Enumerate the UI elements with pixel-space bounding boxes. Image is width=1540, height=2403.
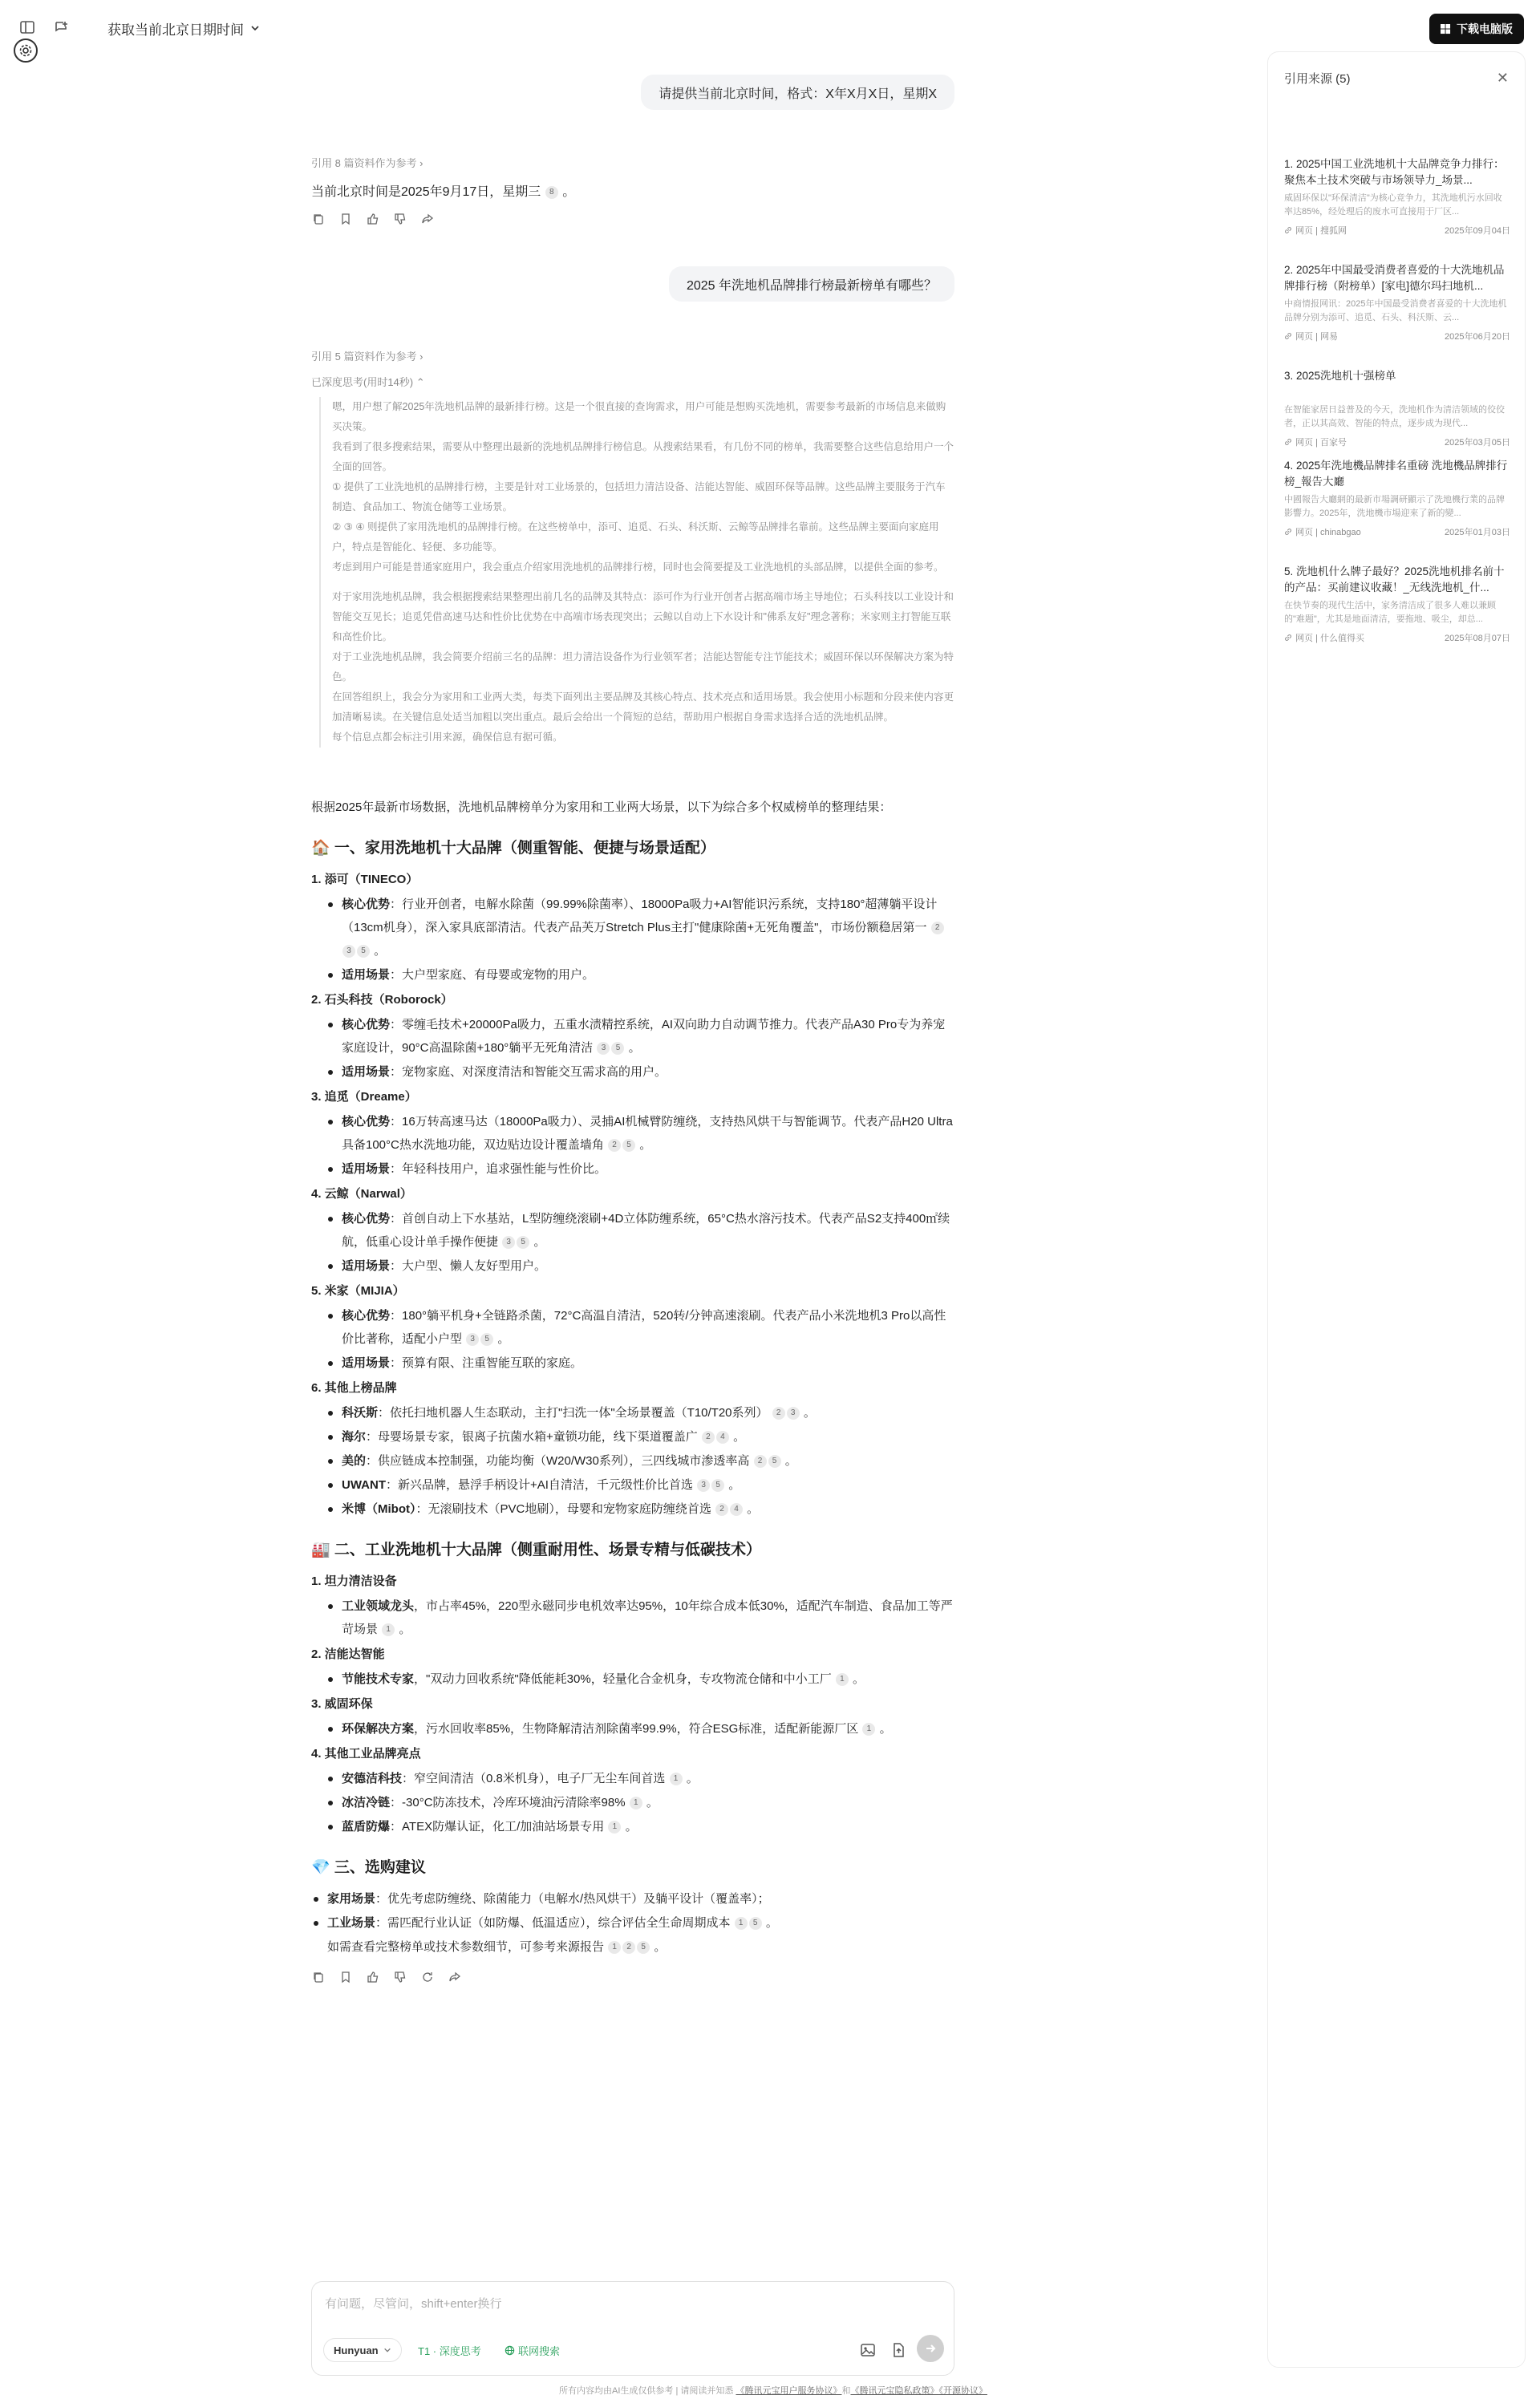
citation-badge[interactable]: 2 bbox=[702, 1431, 715, 1444]
scene-label: 适用场景 bbox=[342, 1162, 391, 1176]
brand-heading: 6. 其他上榜品牌 bbox=[311, 1381, 397, 1395]
advice-text: ：需匹配行业认证（如防爆、低温适应），综合评估全生命周期成本 bbox=[375, 1916, 731, 1930]
industrial-list bbox=[311, 1668, 954, 1691]
reference-snippet: 中國報告大廳網的最新市場調研顯示了洗地機行業的品牌影響力。2025年，洗地機市場迎來了新的變... bbox=[1284, 495, 1505, 518]
closing-note: 如需查看完整榜单或技术参数细节，可参考来源报告 1 2 5 。 bbox=[327, 1940, 667, 1954]
brand-name: 科沃斯 bbox=[342, 1406, 379, 1420]
item-label: 节能技术专家 bbox=[342, 1672, 415, 1686]
scene-label: 适用场景 bbox=[342, 1356, 391, 1370]
item-label: 蓝盾防爆 bbox=[342, 1820, 391, 1834]
reference-meta bbox=[1284, 525, 1510, 538]
scene-text: ：大户型、懒人友好型用户。 bbox=[390, 1259, 547, 1273]
reference-source: 网页 | 百家号 bbox=[1284, 436, 1347, 448]
brand-heading: 3. 追觅（Dreame） bbox=[311, 1090, 417, 1104]
citation-badge[interactable]: 3 bbox=[697, 1479, 710, 1492]
list-item: 蓝盾防爆：ATEX防爆认证，化工/加油站场景专用 1 。 bbox=[342, 1815, 954, 1838]
thumbs-up-icon[interactable] bbox=[366, 212, 380, 226]
link-icon bbox=[1284, 226, 1292, 234]
list-item bbox=[342, 1254, 954, 1278]
reference-type: 网页 bbox=[1295, 226, 1313, 236]
list-item: 核心优势：180°躺平机身+全链路杀菌，72°C高温自清洁，520转/分钟高速滚刷。代表产品小米洗地机3 Pro以高性价比著称，适配小户型 3 5 。 bbox=[342, 1304, 954, 1351]
core-label: 核心优势 bbox=[342, 898, 391, 911]
reference-title[interactable]: 5. 洗地机什么牌子最好？2025洗地机排名前十的产品：买前建议收藏！_无线洗地机_什... bbox=[1284, 565, 1505, 594]
reference-source: 网页 | 什么值得买 bbox=[1284, 631, 1364, 644]
citation-badge[interactable]: 5 bbox=[611, 1042, 624, 1055]
globe-icon bbox=[505, 2345, 515, 2356]
scene-label: 适用场景 bbox=[342, 1065, 391, 1079]
reference-site: chinabgao bbox=[1319, 528, 1361, 537]
chevron-up-icon: ⌃ bbox=[415, 376, 425, 388]
citation-badge[interactable]: 2 bbox=[715, 1503, 728, 1516]
answer-1-period: 。 bbox=[562, 185, 576, 199]
closing-text: 如需查看完整榜单或技术参数细节，可参考来源报告 bbox=[327, 1940, 605, 1954]
brand-heading: 4. 云鲸（Narwal） bbox=[311, 1187, 412, 1201]
citation-badge[interactable]: 8 bbox=[545, 186, 558, 199]
close-icon[interactable]: ✕ bbox=[1496, 70, 1509, 86]
other-brand-list bbox=[311, 1401, 954, 1521]
list-item: 环保解决方案，污水回收率85%，生物降解清洁剂除菌率99.9%，符合ESG标准，适配新能源厂区 1 。 bbox=[342, 1717, 954, 1740]
share-icon[interactable] bbox=[448, 1970, 462, 1984]
conversation-title-text: 获取当前北京日期时间 bbox=[107, 22, 244, 38]
list-item: 安德洁科技：窄空间清洁（0.8米机身），电子厂无尘车间首选 1 。 bbox=[342, 1767, 954, 1790]
thinking-paragraph: ② ③ ④ 则提供了家用洗地机的品牌排行榜。在这些榜单中，添可、追觅、石头、科沃斯、云鲸等品牌排名靠前。这些品牌主要面向家庭用户，特点是智能化、轻便、多功能等。 bbox=[332, 521, 939, 553]
answer-intro: 根据2025年最新市场数据，洗地机品牌榜单分为家用和工业两大场景，以下为综合多个权威榜单的整理结果： bbox=[311, 800, 892, 814]
thumbs-down-icon[interactable] bbox=[393, 212, 407, 226]
citation-badge[interactable]: 5 bbox=[711, 1479, 724, 1492]
reference-site: 什么值得买 bbox=[1319, 634, 1364, 643]
model-label: Hunyuan bbox=[334, 2344, 379, 2356]
references-title: 引用来源 (5) bbox=[1284, 72, 1351, 86]
chevron-right-icon: › bbox=[419, 351, 424, 363]
citation-badge[interactable]: 5 bbox=[517, 1236, 529, 1249]
thinking-paragraph: 在回答组织上，我会分为家用和工业两大类，每类下面列出主要品牌及其核心特点、技术亮点和适用场景。我会使用小标题和分段来使内容更加清晰易读。在关键信息处适当加粗以突出重点。最后会给出一个简短的总结，帮助用户根据自身需求选择合适的洗地机品牌。 bbox=[332, 691, 954, 723]
list-item bbox=[342, 1157, 954, 1181]
thinking-paragraph: 我看到了很多搜索结果，需要从中整理出最新的洗地机品牌排行榜信息。从搜索结果看，有几份不同的榜单，我需要整合这些信息给用户一个全面的回答。 bbox=[332, 441, 954, 472]
thumbs-down-icon[interactable] bbox=[393, 1970, 407, 1984]
item-label: 工业领域龙头 bbox=[342, 1599, 415, 1613]
reference-snippet: 中商情报网讯：2025年中国最受消费者喜爱的十大洗地机品牌分别为添可、追觅、石头、科沃斯、云... bbox=[1284, 299, 1507, 322]
brand-detail-list bbox=[311, 1207, 954, 1278]
reference-title[interactable]: 1. 2025中国工业洗地机十大品牌竞争力排行：聚焦本土技术突破与市场领导力_场景... bbox=[1284, 158, 1505, 186]
arrow-right-icon bbox=[924, 2342, 937, 2355]
link-icon bbox=[1284, 634, 1292, 642]
reference-date: 2025年06月20日 bbox=[1445, 332, 1510, 342]
citation-badge[interactable]: 1 bbox=[836, 1673, 849, 1686]
citation-group bbox=[501, 1235, 530, 1249]
thinking-paragraph: 对于工业洗地机品牌，我会简要介绍前三名的品牌：坦力清洁设备作为行业领军者；洁能达智能专注节能技术；威固环保以环保解决方案为特色。 bbox=[332, 651, 954, 683]
reference-meta bbox=[1284, 436, 1510, 448]
core-label: 核心优势 bbox=[342, 1018, 391, 1031]
deep-think-label: T1 · 深度思考 bbox=[418, 2344, 481, 2357]
industrial-list bbox=[311, 1767, 954, 1838]
citation-badge[interactable]: 4 bbox=[716, 1431, 729, 1444]
sources-link-1[interactable] bbox=[311, 155, 423, 170]
citation-group bbox=[607, 1940, 650, 1954]
core-label: 核心优势 bbox=[342, 1309, 391, 1323]
list-item: 科沃斯：依托扫地机器人生态联动，主打"扫洗一体"全场景覆盖（T10/T20系列） 2 3 。 bbox=[342, 1401, 954, 1424]
thinking-paragraph: 嗯，用户想了解2025年洗地机品牌的最新排行榜。这是一个很直接的查询需求，用户可能是想购买洗地机，需要参考最新的市场信息来做购买决策。 bbox=[332, 401, 946, 432]
citation-badge[interactable]: 2 bbox=[772, 1407, 785, 1420]
citation-badge[interactable]: 5 bbox=[622, 1139, 635, 1152]
reference-item[interactable] bbox=[1284, 156, 1510, 237]
list-item: 美的：供应链成本控制强，功能均衡（W20/W30系列），三四线城市渗透率高 2 5 。 bbox=[342, 1449, 954, 1473]
brand-text: ：供应链成本控制强，功能均衡（W20/W30系列），三四线城市渗透率高 bbox=[366, 1454, 750, 1468]
reference-type: 网页 bbox=[1295, 438, 1313, 448]
footer-text: 所有内容均由AI生成仅供参考 | 请阅读并知悉 bbox=[559, 2386, 734, 2396]
answer-1-text: 当前北京时间是2025年9月17日，星期三 bbox=[311, 185, 541, 199]
item-text: ：窄空间清洁（0.8米机身），电子厂无尘车间首选 bbox=[402, 1772, 666, 1785]
citation-badge[interactable]: 3 bbox=[597, 1042, 610, 1055]
industrial-heading: 1. 坦力清洁设备 bbox=[311, 1574, 397, 1588]
scene-text: ：预算有限、注重智能互联的家庭。 bbox=[390, 1356, 583, 1370]
download-desktop-label: 下载电脑版 bbox=[1457, 22, 1513, 35]
section-heading-home: 🏠 一、家用洗地机十大品牌（侧重智能、便捷与场景适配） bbox=[311, 840, 715, 857]
core-text: ：零缠毛技术+20000Pa吸力，五重水渍精控系统，AI双向助力自动调节推力。代表产品A30 Pro专为养宠家庭设计，90°C高温除菌+180°躺平无死角清洁 bbox=[342, 1018, 946, 1055]
send-button[interactable] bbox=[917, 2335, 944, 2362]
link-icon bbox=[1284, 528, 1292, 536]
brand-text: ：母婴场景专家，银离子抗菌水箱+童锁功能，线下渠道覆盖广 bbox=[366, 1430, 698, 1444]
item-label: 冰洁冷链 bbox=[342, 1796, 391, 1809]
thinking-paragraph: 每个信息点都会标注引用来源，确保信息有据可循。 bbox=[332, 731, 563, 743]
image-upload-icon[interactable] bbox=[859, 2341, 877, 2359]
thinking-spacer bbox=[332, 577, 954, 587]
list-item: 节能技术专家，"双动力回收系统"降低能耗30%，轻量化合金机身，专攻物流仓储和中小工厂 1 。 bbox=[342, 1668, 954, 1691]
list-item: 海尔：母婴场景专家，银离子抗菌水箱+童锁功能，线下渠道覆盖广 2 4 。 bbox=[342, 1425, 954, 1449]
reference-meta bbox=[1284, 224, 1510, 237]
scene-text: ：宠物家庭、对深度清洁和智能交互需求高的用户。 bbox=[390, 1065, 667, 1079]
reference-date: 2025年01月03日 bbox=[1445, 528, 1510, 537]
citation-badge[interactable]: 1 bbox=[382, 1623, 395, 1636]
industrial-heading: 4. 其他工业品牌亮点 bbox=[311, 1747, 421, 1761]
chat-input[interactable]: 有问题，尽管问，shift+enter换行 bbox=[325, 2297, 502, 2311]
thinking-paragraph: 对于家用洗地机品牌，我会根据搜索结果整理出前几名的品牌及其特点：添可作为行业开创者占据高端市场主导地位；石头科技以工业设计和智能交互见长；追觅凭借高速马达和性价比优势在中高端市场表现突出；云鲸以自动上下水设计和"佛系友好"理念著称；米家则主打智能互联和高性价比。 bbox=[332, 591, 954, 642]
citation-badge[interactable]: 2 bbox=[931, 922, 944, 934]
reference-source: 网页 | 搜狐网 bbox=[1284, 224, 1347, 237]
user-message-1: 请提供当前北京时间，格式：X年X月X日，星期X bbox=[641, 75, 954, 110]
reference-meta bbox=[1284, 330, 1510, 342]
footer-link-terms[interactable]: 《腾讯元宝用户服务协议》 bbox=[736, 2386, 842, 2396]
brand-heading: 2. 石头科技（Roborock） bbox=[311, 993, 453, 1007]
assistant-answer-2 bbox=[311, 796, 954, 1973]
industrial-list bbox=[311, 1717, 954, 1740]
list-item: 米博（Mibot）：无滚刷技术（PVC地刷），母婴和宠物家庭防缠绕首选 2 4 。 bbox=[342, 1497, 954, 1521]
citation-badge[interactable]: 4 bbox=[730, 1503, 743, 1516]
footer-link-opensource[interactable]: 《开源协议》 bbox=[938, 2386, 987, 2396]
item-text: ，市占率45%，220型永磁同步电机效率达95%，10年综合成本低30%，适配汽车制造、食品加工等严苛场景 bbox=[342, 1599, 953, 1636]
reference-title[interactable]: 4. 2025年洗地機品牌排名重磅 洗地機品牌排行榜_報告大廳 bbox=[1284, 460, 1508, 488]
answer-1-actions bbox=[311, 212, 435, 226]
citation-badge[interactable]: 3 bbox=[787, 1407, 800, 1420]
core-label: 核心优势 bbox=[342, 1115, 391, 1129]
citation-badge[interactable]: 5 bbox=[749, 1917, 762, 1930]
core-text: ：16万转高速马达（18000Pa吸力）、灵捕AI机械臂防缠绕，支持热风烘干与智能调节。代表产品H20 Ultra具备100°C热水洗地功能，双边贴边设计覆盖墙角 bbox=[342, 1115, 953, 1152]
reference-meta bbox=[1284, 631, 1510, 644]
citation-badge[interactable]: 3 bbox=[502, 1236, 515, 1249]
citation-group bbox=[607, 1820, 622, 1834]
citation-group bbox=[861, 1722, 876, 1736]
bookmark-icon[interactable] bbox=[338, 1970, 353, 1984]
citation-badge[interactable]: 5 bbox=[480, 1333, 493, 1346]
citation-group bbox=[753, 1454, 782, 1468]
item-text: ，"双动力回收系统"降低能耗30%，轻量化合金机身，专攻物流仓储和中小工厂 bbox=[414, 1672, 832, 1686]
share-icon[interactable] bbox=[420, 212, 435, 226]
industrial-heading: 3. 威固环保 bbox=[311, 1697, 373, 1711]
reference-snippet: 威固环保以"环保清洁"为核心竞争力，其洗地机污水回收率达85%，经处理后的废水可直接用于厂区... bbox=[1284, 193, 1502, 217]
top-bar bbox=[0, 0, 1540, 56]
web-search-toggle[interactable] bbox=[505, 2338, 560, 2362]
new-chat-icon[interactable] bbox=[52, 18, 71, 37]
deep-thinking-label: 已深度思考(用时14秒) bbox=[311, 376, 414, 388]
citation-badge[interactable]: 2 bbox=[622, 1941, 635, 1954]
scene-text: ：年轻科技用户，追求强性能与性价比。 bbox=[390, 1162, 607, 1176]
thinking-paragraph: ① 提供了工业洗地机的品牌排行榜，主要是针对工业场景的，包括坦力清洁设备、洁能达智能、威固环保等品牌。这些品牌主要服务于汽车制造、食品加工、物流仓储等工业场景。 bbox=[332, 481, 946, 513]
citation-group bbox=[835, 1672, 849, 1686]
reference-item[interactable] bbox=[1284, 564, 1510, 644]
bookmark-icon[interactable] bbox=[338, 212, 353, 226]
core-text: ：180°躺平机身+全链路杀菌，72°C高温自清洁，520转/分钟高速滚刷。代表产品小米洗地机3 Pro以高性价比著称，适配小户型 bbox=[342, 1309, 946, 1346]
footer-sep: 和 bbox=[841, 2386, 851, 2396]
brand-name: UWANT bbox=[342, 1478, 386, 1492]
sources-label-2: 引用 5 篇资料作为参考 bbox=[311, 351, 417, 363]
list-item: 核心优势：首创自动上下水基站，L型防缠绕滚刷+4D立体防缠系统，65°C热水溶污技术。代表产品S2支持400㎡续航，低重心设计单手操作便捷 3 5 。 bbox=[342, 1207, 954, 1254]
reference-site: 百家号 bbox=[1319, 438, 1347, 448]
copy-icon[interactable] bbox=[311, 1970, 326, 1984]
citation-badge[interactable]: 5 bbox=[637, 1941, 650, 1954]
footer bbox=[0, 2384, 1540, 2397]
copy-icon[interactable] bbox=[311, 212, 326, 226]
list-item: 工业领域龙头，市占率45%，220型永磁同步电机效率达95%，10年综合成本低30%，适配汽车制造、食品加工等严苛场景 1 。 bbox=[342, 1595, 954, 1641]
deep-think-toggle[interactable] bbox=[418, 2338, 481, 2362]
sources-label-1: 引用 8 篇资料作为参考 bbox=[311, 157, 417, 169]
reference-item[interactable] bbox=[1284, 458, 1510, 538]
advice-list bbox=[311, 1887, 954, 1935]
core-text: ：首创自动上下水基站，L型防缠绕滚刷+4D立体防缠系统，65°C热水溶污技术。代表产品S2支持400㎡续航，低重心设计单手操作便捷 bbox=[342, 1212, 950, 1249]
reference-item[interactable] bbox=[1284, 368, 1510, 448]
citation-group bbox=[734, 1916, 763, 1930]
citation-badge[interactable]: 3 bbox=[466, 1333, 479, 1346]
reference-title[interactable]: 3. 2025洗地机十强榜单 bbox=[1284, 370, 1396, 382]
citation-group bbox=[772, 1406, 800, 1420]
file-upload-icon[interactable] bbox=[890, 2341, 907, 2359]
brand-name: 美的 bbox=[342, 1454, 367, 1468]
citation-badge[interactable]: 2 bbox=[608, 1139, 621, 1152]
answer-2-actions bbox=[311, 1970, 954, 1984]
brand-name: 海尔 bbox=[342, 1430, 367, 1444]
citation-badge[interactable]: 1 bbox=[630, 1797, 642, 1809]
list-item: UWANT：新兴品牌，悬浮手柄设计+AI自清洁，千元级性价比首选 3 5 。 bbox=[342, 1473, 954, 1497]
reference-site: 网易 bbox=[1319, 332, 1338, 342]
reference-title[interactable]: 2. 2025年中国最受消费者喜爱的十大洗地机品牌排行榜（附榜单）[家电]德尔玛扫地机... bbox=[1284, 264, 1505, 292]
thinking-paragraph: 考虑到用户可能是普通家庭用户，我会重点介绍家用洗地机的品牌排行榜，同时也会简要提及工业洗地机的头部品牌，以提供全面的参考。 bbox=[332, 561, 944, 573]
citation-group bbox=[629, 1796, 643, 1809]
brand-detail-list bbox=[311, 1013, 954, 1084]
reference-snippet: 在智能家居日益普及的今天，洗地机作为清洁领域的佼佼者，正以其高效、智能的特点，逐步成为现代... bbox=[1284, 405, 1505, 428]
brand-heading: 5. 米家（MIJIA） bbox=[311, 1284, 405, 1298]
deep-thinking-toggle[interactable] bbox=[311, 374, 425, 389]
advice-label: 家用场景 bbox=[327, 1892, 376, 1906]
settings-gear-icon[interactable] bbox=[14, 38, 38, 63]
core-text: ：行业开创者，电解水除菌（99.99%除菌率）、18000Pa吸力+AI智能识污系统，支持180°超薄躺平设计（13cm机身），深入家具底部清洁。代表产品芙万Stretch Plus主打"健康除菌+无死角覆盖"，市场份额稳居第一 bbox=[342, 898, 938, 934]
reference-type: 网页 bbox=[1295, 634, 1313, 643]
citation-badge[interactable]: 2 bbox=[754, 1455, 767, 1468]
brand-detail-list bbox=[311, 1110, 954, 1181]
item-text: ，污水回收率85%，生物降解清洁剂除菌率99.9%，符合ESG标准，适配新能源厂区 bbox=[414, 1722, 859, 1736]
citation-badge[interactable]: 1 bbox=[862, 1723, 875, 1736]
link-icon bbox=[1284, 332, 1292, 340]
list-item: 冰洁冷链：-30°C防冻技术，冷库环境油污清除率98% 1 。 bbox=[342, 1791, 954, 1814]
web-search-label: 联网搜索 bbox=[518, 2344, 561, 2357]
footer-link-privacy[interactable]: 《腾讯元宝隐私政策》 bbox=[850, 2386, 939, 2396]
brand-detail-list bbox=[311, 893, 954, 987]
model-selector[interactable] bbox=[323, 2338, 402, 2362]
brand-heading: 1. 添可（TINECO） bbox=[311, 873, 419, 886]
citation-group bbox=[607, 1138, 636, 1152]
advice-text: ：优先考虑防缠绕、除菌能力（电解水/热风烘干）及躺平设计（覆盖率）； bbox=[375, 1892, 770, 1906]
list-item bbox=[342, 1060, 954, 1084]
citation-group bbox=[669, 1772, 683, 1785]
scene-label: 适用场景 bbox=[342, 968, 391, 982]
citation-group bbox=[701, 1430, 730, 1444]
list-item bbox=[327, 1887, 954, 1911]
brand-text: ：无滚刷技术（PVC地刷），母婴和宠物家庭防缠绕首选 bbox=[415, 1502, 711, 1516]
advice-label: 工业场景 bbox=[327, 1916, 376, 1930]
industrial-heading: 2. 洁能达智能 bbox=[311, 1647, 385, 1661]
reference-item[interactable] bbox=[1284, 262, 1510, 342]
reference-snippet: 在快节奏的现代生活中，家务清洁成了很多人难以兼顾的"难题"，尤其是地面清洁，要拖地、吸尘，却总... bbox=[1284, 601, 1496, 624]
citation-badge[interactable]: 1 bbox=[670, 1773, 683, 1785]
conversation-title[interactable] bbox=[107, 18, 260, 38]
sources-link-2[interactable] bbox=[311, 348, 423, 363]
citation-badge[interactable]: 5 bbox=[357, 945, 370, 958]
brand-detail-list bbox=[311, 1304, 954, 1375]
thumbs-up-icon[interactable] bbox=[366, 1970, 380, 1984]
citation-badge[interactable]: 1 bbox=[608, 1821, 621, 1834]
list-item: 核心优势：行业开创者，电解水除菌（99.99%除菌率）、18000Pa吸力+AI智能识污系统，支持180°超薄躺平设计（13cm机身），深入家具底部清洁。代表产品芙万Stretch Plus主打"健康除菌+无死角覆盖"，市场份额稳居第一 23 5 。 bbox=[342, 893, 954, 962]
chevron-down-icon bbox=[250, 23, 260, 33]
list-item: 核心优势：16万转高速马达（18000Pa吸力）、灵捕AI机械臂防缠绕，支持热风烘干与智能调节。代表产品H20 Ultra具备100°C热水洗地功能，双边贴边设计覆盖墙角 2 5 。 bbox=[342, 1110, 954, 1157]
citation-group bbox=[465, 1332, 494, 1346]
reference-source: 网页 | chinabgao bbox=[1284, 525, 1361, 538]
sidebar-toggle-icon[interactable] bbox=[18, 18, 37, 37]
citation-badge[interactable]: 1 bbox=[608, 1941, 621, 1954]
citation-badge[interactable]: 3 bbox=[342, 945, 355, 958]
regenerate-icon[interactable] bbox=[420, 1970, 435, 1984]
brand-text: ：新兴品牌，悬浮手柄设计+AI自清洁，千元级性价比首选 bbox=[386, 1478, 693, 1492]
item-label: 环保解决方案 bbox=[342, 1722, 415, 1736]
assistant-answer-1 bbox=[311, 181, 575, 200]
core-label: 核心优势 bbox=[342, 1212, 391, 1226]
citation-badge[interactable]: 5 bbox=[768, 1455, 781, 1468]
thinking-content bbox=[319, 397, 954, 748]
link-icon bbox=[1284, 438, 1292, 446]
industrial-list bbox=[311, 1595, 954, 1641]
list-item bbox=[342, 963, 954, 987]
reference-source: 网页 | 网易 bbox=[1284, 330, 1338, 342]
user-message-2: 2025 年洗地机品牌排行榜最新榜单有哪些？ bbox=[669, 266, 954, 302]
references-panel bbox=[1267, 51, 1526, 2368]
citation-group bbox=[696, 1478, 725, 1492]
reference-type: 网页 bbox=[1295, 332, 1313, 342]
list-item: 工业场景：需匹配行业认证（如防爆、低温适应），综合评估全生命周期成本 1 5 。 bbox=[327, 1911, 954, 1935]
section-heading-industrial: 🏭 二、工业洗地机十大品牌（侧重耐用性、场景专精与低碳技术） bbox=[311, 1542, 761, 1558]
reference-date: 2025年09月04日 bbox=[1445, 226, 1510, 236]
list-item bbox=[342, 1351, 954, 1375]
windows-icon bbox=[1441, 24, 1451, 34]
reference-site: 搜狐网 bbox=[1319, 226, 1347, 236]
scene-label: 适用场景 bbox=[342, 1259, 391, 1273]
brand-name: 米博（Mibot） bbox=[342, 1502, 416, 1516]
citation-group bbox=[596, 1041, 625, 1055]
item-label: 安德洁科技 bbox=[342, 1772, 403, 1785]
section-heading-advice: 💎 三、选购建议 bbox=[311, 1859, 426, 1876]
list-item: 核心优势：零缠毛技术+20000Pa吸力，五重水渍精控系统，AI双向助力自动调节推力。代表产品A30 Pro专为养宠家庭设计，90°C高温除菌+180°躺平无死角清洁 3 5 。 bbox=[342, 1013, 954, 1060]
chevron-right-icon: › bbox=[419, 157, 424, 169]
chat-input-box bbox=[311, 2281, 954, 2376]
item-text: ：ATEX防爆认证，化工/加油站场景专用 bbox=[390, 1820, 605, 1834]
reference-type: 网页 bbox=[1295, 528, 1313, 537]
item-text: ：-30°C防冻技术，冷库环境油污清除率98% bbox=[390, 1796, 626, 1809]
reference-date: 2025年08月07日 bbox=[1445, 634, 1510, 643]
scene-text: ：大户型家庭、有母婴或宠物的用户。 bbox=[390, 968, 595, 982]
citation-group bbox=[715, 1502, 744, 1516]
brand-text: ：依托扫地机器人生态联动，主打"扫洗一体"全场景覆盖（T10/T20系列） bbox=[378, 1406, 768, 1420]
citation-group bbox=[381, 1623, 395, 1636]
reference-date: 2025年03月05日 bbox=[1445, 438, 1510, 448]
chevron-down-icon bbox=[383, 2346, 391, 2354]
download-desktop-button[interactable] bbox=[1429, 14, 1524, 44]
citation-badge[interactable]: 1 bbox=[735, 1917, 748, 1930]
